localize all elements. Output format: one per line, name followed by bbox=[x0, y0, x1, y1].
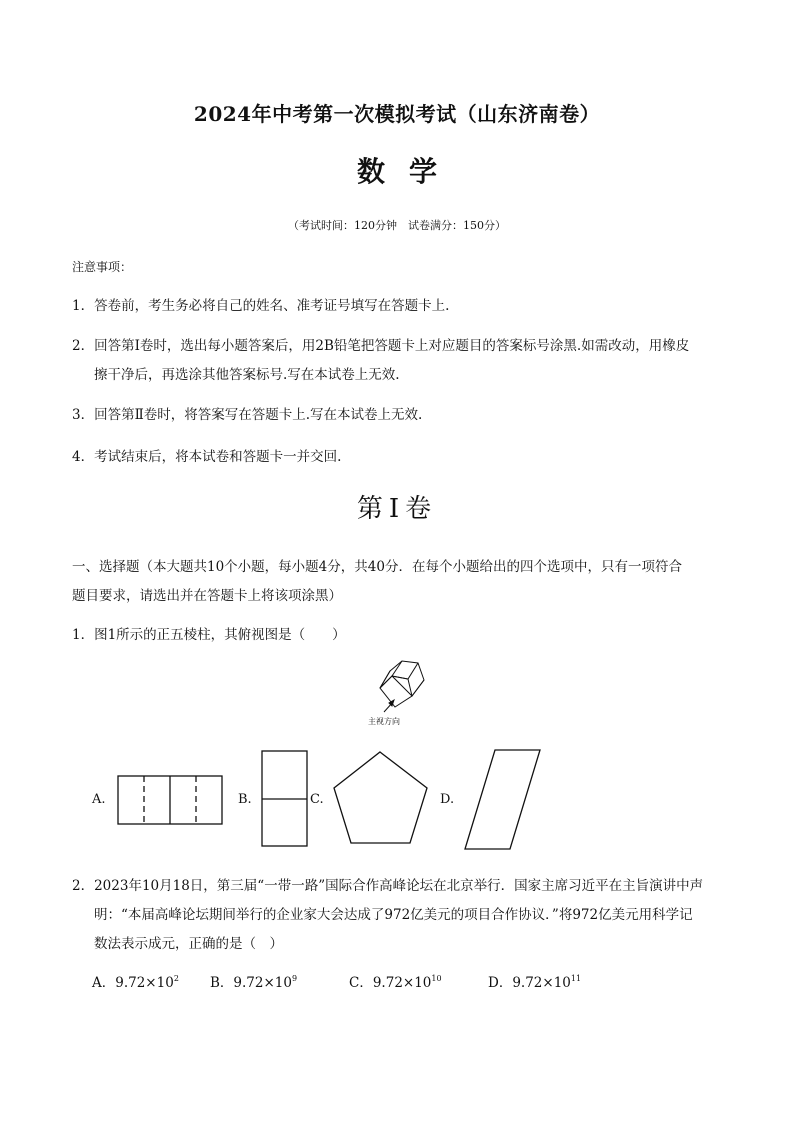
section-1-instructions-line-2: 题目要求，请选出并在答题卡上将该项涂黑） bbox=[72, 588, 342, 604]
q2-option-b: B．$9.72\times 10^9$ bbox=[210, 974, 298, 991]
q1-option-a-label: A. bbox=[92, 792, 106, 807]
question-2-stem-line-3: 数法表示成元，正确的是（ ） bbox=[94, 936, 283, 952]
q2-option-a: A．$9.72\times 10^2$ bbox=[92, 974, 179, 991]
q1-option-c-label: C. bbox=[310, 792, 324, 807]
notice-item-2-line-1: 2．回答第Ⅰ卷时，选出每小题答案后，用2B铅笔把答题卡上对应题目的答案标号涂黑.如需改动，用橡皮 bbox=[72, 338, 690, 354]
q2-option-d: D．$9.72\times 10^{11}$ bbox=[488, 974, 582, 991]
exam-title: 2024年中考第一次模拟考试（山东济南卷） bbox=[193, 102, 601, 126]
notice-heading: 注意事项： bbox=[72, 260, 133, 274]
notice-item-1: 1．答卷前，考生务必将自己的姓名、准考证号填写在答题卡上. bbox=[72, 298, 450, 314]
question-2-stem-line-1: 2．2023年10月18日，第三届“一带一路”国际合作高峰论坛在北京举行．国家主席习近平在主旨演讲中声 bbox=[72, 878, 704, 894]
q1-option-b-label: B. bbox=[238, 792, 252, 807]
view-direction-arrow bbox=[384, 700, 394, 712]
volume-title: 第Ⅰ卷 bbox=[356, 494, 438, 524]
notice-item-4: 4．考试结束后，将本试卷和答题卡一并交回. bbox=[72, 449, 342, 465]
exam-info: （考试时间：120分钟 试卷满分：150分） bbox=[288, 219, 506, 232]
subject-title: 数学 bbox=[356, 155, 461, 188]
question-2-stem-line-2: 明：“本届高峰论坛期间举行的企业家大会达成了972亿美元的项目合作协议．”将972亿美元用科学记 bbox=[94, 907, 693, 923]
figure-caption: 主视方向 bbox=[368, 717, 400, 726]
notice-item-2-line-2: 擦干净后，再选涂其他答案标号.写在本试卷上无效. bbox=[94, 367, 400, 383]
notice-item-3: 3．回答第Ⅱ卷时，将答案写在答题卡上.写在本试卷上无效. bbox=[72, 407, 423, 423]
q1-option-d-label: D. bbox=[440, 792, 455, 807]
question-1-stem: 1．图1所示的正五棱柱，其俯视图是（ ） bbox=[72, 627, 346, 643]
q2-option-c: C．$9.72\times 10^{10}$ bbox=[349, 974, 442, 991]
section-1-instructions-line-1: 一、选择题（本大题共10个小题，每小题4分，共40分．在每个小题给出的四个选项中，只有一项符合 bbox=[72, 559, 682, 575]
